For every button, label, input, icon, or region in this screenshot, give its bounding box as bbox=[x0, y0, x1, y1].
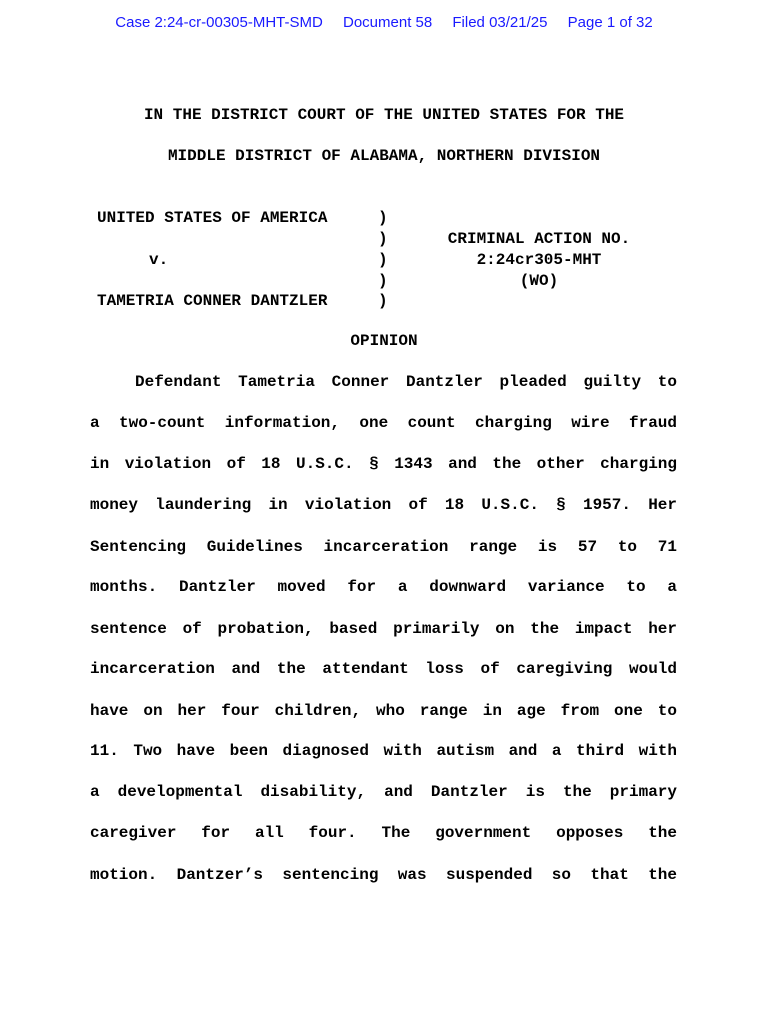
caption-paren: ) bbox=[378, 272, 388, 290]
filed-date: Filed 03/21/25 bbox=[452, 14, 548, 31]
document-number: Document 58 bbox=[343, 14, 433, 31]
body-line: in violation of 18 U.S.C. § 1343 and the other charging bbox=[90, 455, 677, 473]
court-title-line-2: MIDDLE DISTRICT OF ALABAMA, NORTHERN DIVISION bbox=[167, 147, 601, 165]
opinion-title: OPINION bbox=[350, 332, 418, 350]
page-indicator: Page 1 of 32 bbox=[567, 14, 653, 31]
case-number: Case 2:24-cr-00305-MHT-SMD bbox=[115, 14, 323, 31]
caption-defendant: TAMETRIA CONNER DANTZLER bbox=[97, 292, 328, 310]
body-line: Defendant Tametria Conner Dantzler pleaded guilty to bbox=[135, 373, 677, 391]
caption-paren: ) bbox=[378, 230, 388, 248]
body-line: a developmental disability, and Dantzler is the primary bbox=[90, 783, 677, 801]
document-header bbox=[0, 14, 768, 31]
caption-paren: ) bbox=[378, 251, 388, 269]
body-line: months. Dantzler moved for a downward variance to a bbox=[90, 578, 677, 596]
caption-paren: ) bbox=[378, 209, 388, 227]
criminal-action-label: CRIMINAL ACTION NO. bbox=[447, 230, 631, 248]
body-line: have on her four children, who range in age from one to bbox=[90, 702, 677, 720]
caption-paren: ) bbox=[378, 292, 388, 310]
caption-versus: v. bbox=[149, 251, 169, 269]
body-line: a two-count information, one count charging wire fraud bbox=[90, 414, 677, 432]
criminal-action-number: 2:24cr305-MHT bbox=[476, 251, 602, 269]
court-title-line-1: IN THE DISTRICT COURT OF THE UNITED STATES FOR THE bbox=[143, 106, 625, 124]
criminal-action-suffix: (WO) bbox=[519, 272, 559, 290]
body-line: incarceration and the attendant loss of caregiving would bbox=[90, 660, 677, 678]
body-line: 11. Two have been diagnosed with autism and a third with bbox=[90, 742, 677, 760]
body-line: money laundering in violation of 18 U.S.C. § 1957. Her bbox=[90, 496, 677, 514]
caption-plaintiff: UNITED STATES OF AMERICA bbox=[97, 209, 328, 227]
body-line: motion. Dantzer’s sentencing was suspended so that the bbox=[90, 866, 677, 884]
body-line: sentence of probation, based primarily on the impact her bbox=[90, 620, 677, 638]
body-line: Sentencing Guidelines incarceration range is 57 to 71 bbox=[90, 538, 677, 556]
body-line: caregiver for all four. The government opposes the bbox=[90, 824, 677, 842]
